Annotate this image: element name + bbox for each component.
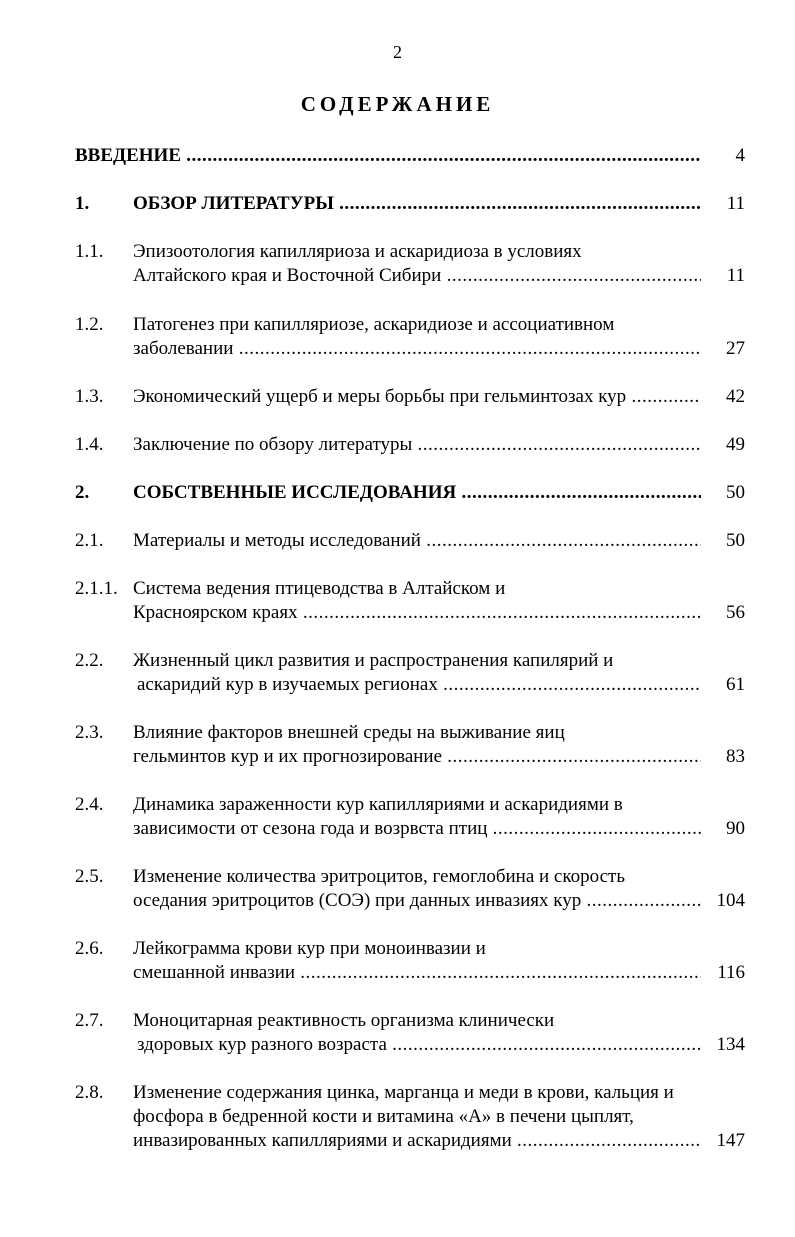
toc-entry-text: зависимости от сезона года и возрвста птиц ..... — [133, 817, 701, 841]
toc-entry-number: 2.1. — [75, 530, 104, 551]
toc-entry-page: 4 — [735, 145, 745, 166]
toc-entry-text: Система ведения птицеводства в Алтайском и — [133, 578, 506, 599]
page-title: СОДЕРЖАНИЕ — [300, 92, 495, 116]
toc-entry-text: фосфора в бедренной кости и витамина «А» в печени цыплят, — [133, 1106, 634, 1127]
toc-entry-number: 1.1. — [75, 241, 104, 262]
toc-entry-number: 2.2. — [75, 650, 104, 671]
toc-entry-number: 1.2. — [75, 314, 104, 335]
toc-entry-text: Влияние факторов внешней среды на выживание яиц — [133, 722, 565, 743]
toc-entry-text: здоровых кур разного возраста ..... — [133, 1033, 701, 1057]
toc-entry-page: 11 — [726, 193, 745, 214]
toc-entry-number: 2.8. — [75, 1082, 104, 1103]
toc-entry-number: 1.4. — [75, 434, 104, 455]
toc-entry-page: 90 — [726, 818, 745, 839]
toc-entry-text: заболевании ..... — [133, 337, 701, 361]
toc-entry-page: 11 — [726, 265, 745, 286]
toc-entry-text: ВВЕДЕНИЕ ..... — [75, 144, 701, 168]
toc-entry-text: Эпизоотология капилляриоза и аскаридиоза в условиях — [133, 241, 582, 262]
toc-entry-text: Патогенез при капилляриозе, аскаридиозе и ассоциативном — [133, 314, 615, 335]
toc-entry-page: 116 — [717, 962, 745, 983]
toc-entry-page: 42 — [726, 386, 745, 407]
toc-entry-text: Лейкограмма крови кур при моноинвазии и — [133, 938, 486, 959]
toc-entry-page: 56 — [726, 602, 745, 623]
toc-entry-text: Алтайского края и Восточной Сибири ..... — [133, 264, 701, 288]
toc-entry-text: гельминтов кур и их прогнозирование ..... — [133, 745, 701, 769]
toc-entry-text: Материалы и методы исследований ..... — [133, 529, 701, 553]
toc-entry-page: 27 — [726, 338, 745, 359]
toc-entry-page: 134 — [716, 1034, 745, 1055]
toc-entry-text: Изменение количества эритроцитов, гемоглобина и скорость — [133, 866, 626, 887]
toc-entry-text: СОБСТВЕННЫЕ ИССЛЕДОВАНИЯ ..... — [133, 481, 701, 505]
toc-entry-number: 1.3. — [75, 386, 104, 407]
toc-entry-text: Красноярском краях ..... — [133, 601, 701, 625]
toc-entry-number: 2.3. — [75, 722, 104, 743]
toc-entry-text: Динамика зараженности кур капилляриями и аскаридиями в — [133, 794, 623, 815]
toc-entry-number: 2.5. — [75, 866, 104, 887]
toc-entry-text: Экономический ущерб и меры борьбы при гельминтозах кур ..... — [133, 385, 701, 409]
toc-entry-page: 49 — [726, 434, 745, 455]
toc-entry-text: Заключение по обзору литературы ..... — [133, 433, 701, 457]
toc-entry-text: Моноцитарная реактивность организма клинически — [133, 1010, 555, 1031]
toc-entry-number: 2. — [75, 482, 90, 503]
page-number: 2 — [393, 42, 402, 62]
toc-entry-page: 50 — [726, 530, 745, 551]
toc-entry-text: Изменение содержания цинка, марганца и меди в крови, кальция и — [133, 1082, 674, 1103]
toc-entry-page: 104 — [716, 890, 745, 911]
toc-entry-text: инвазированных капилляриями и аскаридиями ..... — [133, 1129, 701, 1153]
toc-entry-number: 2.4. — [75, 794, 104, 815]
toc-entry-number: 1. — [75, 193, 90, 214]
toc-entry-text: смешанной инвазии ..... — [133, 961, 701, 985]
toc-entry-number: 2.6. — [75, 938, 104, 959]
toc-entry-number: 2.1.1. — [75, 578, 118, 599]
toc-entry-text: аскаридий кур в изучаемых регионах ..... — [133, 673, 701, 697]
toc-entry-page: 147 — [716, 1130, 745, 1151]
toc-entry-page: 61 — [726, 674, 745, 695]
toc-entry-text: оседания эритроцитов (СОЭ) при данных инвазиях кур ..... — [133, 889, 701, 913]
toc-entry-text: ОБЗОР ЛИТЕРАТУРЫ ..... — [133, 192, 701, 216]
toc-entry-page: 50 — [726, 482, 745, 503]
toc-entry-number: 2.7. — [75, 1010, 104, 1031]
toc-entry-page: 83 — [726, 746, 745, 767]
toc-entry-text: Жизненный цикл развития и распространения капилярий и — [133, 650, 614, 671]
